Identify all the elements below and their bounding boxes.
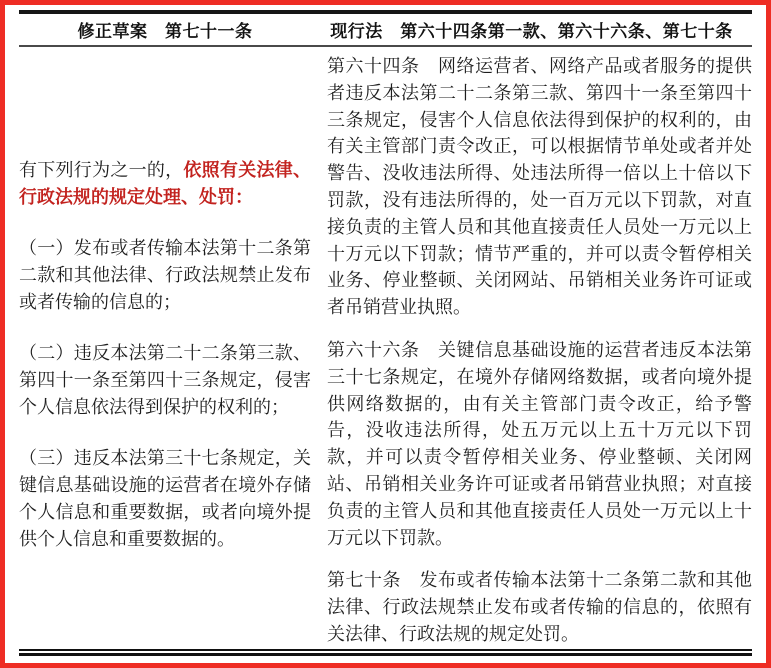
draft-intro-text: 有下列行为之一的， [19,160,184,180]
table-body-row [19,47,752,649]
draft-amendment-column [19,47,311,649]
header-draft-amendment-column: 修正草案 第七十一条 [77,22,253,41]
draft-item-3: （三）违反本法第三十七条规定，关键信息基础设施的运营者在境外存储个人信息和重要数据，或者向境外提供个人信息和重要数据的。 [19,448,311,549]
table-header-row [19,14,752,47]
law-article-66-paragraph: 第六十六条 关键信息基础设施的运营者违反本法第三十七条规定，在境外存储网络数据，或者向境外提供网络数据的，由有关主管部门责令改正，给予警告，没收违法所得，处五万元以上五十万元以下罚款，并可以责令暂停相关业务、停业整顿、关闭网站、吊销相关业务许可证或者吊销营业执照；对直接负责的主管人员和其他直接责任人员处一万元以上十万元以下罚款。 [327,339,752,548]
header-current-law-column: 现行法 第六十四条第一款、第六十六条、第七十条 [330,22,733,41]
draft-intro-paragraph [19,157,311,211]
draft-item-2: （二）违反本法第二十二条第三款、第四十一条至第四十三条规定，侵害个人信息依法得到保护的权利的； [19,343,311,417]
draft-intro-highlighted-text: 依照有关法律、行政法规的规定处理、处罚： [19,160,312,207]
law-article-70-paragraph: 第七十条 发布或者传输本法第十二条第二款和其他法律、行政法规禁止发布或者传输的信息的，依照有关法律、行政法规的规定处罚。 [327,570,752,644]
current-law-column [327,47,752,649]
table-bottom-rule [19,649,752,656]
draft-item-1: （一）发布或者传输本法第十二条第二款和其他法律、行政法规禁止发布或者传输的信息的； [19,238,311,312]
law-article-64-paragraph: 第六十四条 网络运营者、网络产品或者服务的提供者违反本法第二十二条第三款、第四十一条至第四十三条规定，侵害个人信息依法得到保护的权利的，由有关主管部门责令改正，可以根据情节单处或者并处警告、没收违法所得、处违法所得一倍以上十倍以下罚款，没有违法所得的，处一百万元以下罚款，对直接负责的主管人员和其他直接责任人员处一万元以上十万元以下罚款；情节严重的，并可以责令暂停相关业务、停业整顿、关闭网站、吊销相关业务许可证或者吊销营业执照。 [327,56,752,318]
